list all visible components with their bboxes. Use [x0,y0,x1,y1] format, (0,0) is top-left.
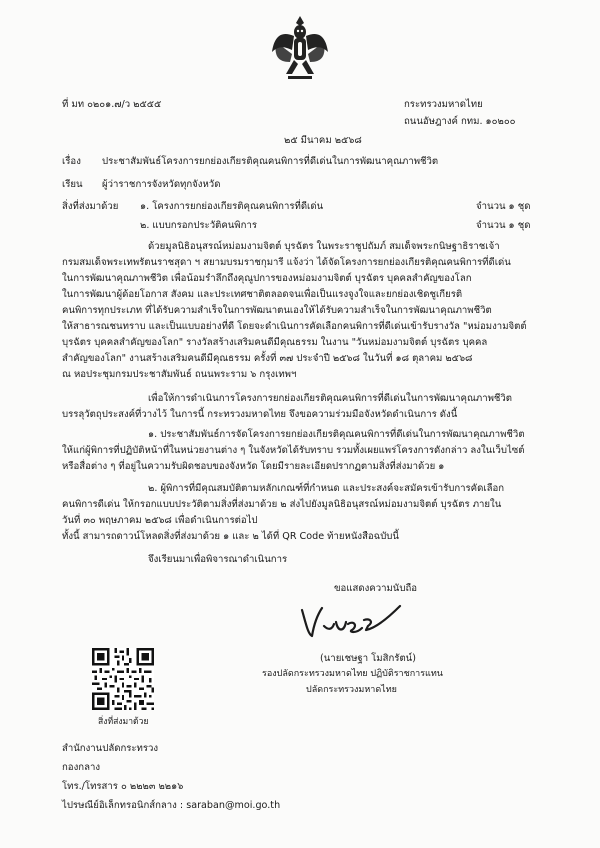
ministry-address: ถนนอัษฎางค์ กทม. ๑๐๒๐๐ [404,116,516,127]
body-line: ทั้งนี้ สามารถดาวน์โหลดสิ่งที่ส่งมาด้วย ๑ และ ๒ ได้ที่ QR Code ท้ายหนังสือฉบับนี้ [62,531,399,542]
body-line: ให้สาธารณชนทราบ และเป็นแบบอย่างที่ดี โดยจะดำเนินการคัดเลือกคนพิการที่ดีเด่นเข้ารับรางวัล "หม่อมงามจิตต์ [62,321,527,332]
signatory-position-2: ปลัดกระทรวงมหาดไทย [306,685,397,695]
body-line: บุรฉัตร บุคคลสำคัญของโลก" รางวัลสร้างเสริมคนดีมีคุณธรรม ในงาน "วันหม่อมงามจิตต์ บุรฉัตร บุคคล [62,337,488,348]
signatory-name: (นายเชษฐา โมสิกรัตน์) [320,653,416,664]
body-line: ด้วยมูลนิธิอนุสรณ์หม่อมงามจิตต์ บุรฉัตร ในพระราชูปถัมภ์ สมเด็จพระกนิษฐาธิราชเจ้า [148,241,500,252]
body-line: ณ หอประชุมกรมประชาสัมพันธ์ ถนนพระราม ๖ กรุงเทพฯ [62,369,297,380]
body-line: เพื่อให้การดำเนินการโครงการยกย่องเกียรติคุณคนพิการที่ดีเด่นในการพัฒนาคุณภาพชีวิต [148,393,513,404]
body-line: สำคัญของโลก" งานสร้างเสริมคนดีมีคุณธรรม ครั้งที่ ๓๗ ประจำปี ๒๕๖๘ ในวันที่ ๑๘ ตุลาคม ๒๕๖๘ [62,353,473,364]
enclosures-label: สิ่งที่ส่งมาด้วย [62,201,119,212]
document-date: ๒๕ มีนาคม ๒๕๖๘ [284,135,362,146]
recipient-text: ผู้ว่าราชการจังหวัดทุกจังหวัด [102,179,221,190]
footer-office: สำนักงานปลัดกระทรวง [62,743,159,754]
subject-label: เรื่อง [62,156,81,167]
regards-text: ขอแสดงความนับถือ [334,583,418,594]
garuda-emblem-icon [270,12,330,84]
body-line: คนพิการทุกประเภท ที่ได้รับความสำเร็จในการพัฒนาตนเองให้ได้รับความสำเร็จในการพัฒนาคุณภาพชีวิต [62,305,492,316]
handwritten-signature-icon [296,600,412,642]
footer-phone: โทร./โทรสาร ๐ ๒๒๒๓ ๒๒๑๖ [62,781,184,792]
qr-code-icon[interactable] [92,648,154,710]
body-line: ในการพัฒนาผู้ด้อยโอกาส สังคม และประเทศชาติตลอดจนเพื่อเป็นแรงจูงใจและยกย่องเชิดชูเกียรติ [62,289,463,300]
enclosure-item: ๒. แบบกรอกประวัติคนพิการ [140,220,257,231]
body-line: บรรลุวัตถุประสงค์ที่วางไว้ ในการนี้ กระทรวงมหาดไทย จึงขอความร่วมมือจังหวัดดำเนินการ ดังนี้ [62,409,458,420]
body-line: ๑. ประชาสัมพันธ์การจัดโครงการยกย่องเกียรติคุณคนพิการที่ดีเด่นในการพัฒนาคุณภาพชีวิต [148,429,525,440]
body-line: วันที่ ๓๐ พฤษภาคม ๒๕๖๘ เพื่อดำเนินการต่อไป [62,515,258,526]
recipient-label: เรียน [62,179,83,190]
body-line: ๒. ผู้พิการที่มีคุณสมบัติตามหลักเกณฑ์ที่กำหนด และประสงค์จะสมัครเข้ารับการคัดเลือก [148,483,505,494]
document-number: ที่ มท ๐๒๐๑.๗/ว ๒๕๕๕ [62,99,162,110]
enclosure-quantity: จำนวน ๑ ชุด [476,220,531,231]
body-line: ให้แก่ผู้พิการที่ปฏิบัติหน้าที่ในหน่วยงานต่าง ๆ ในจังหวัดได้รับทราบ รวมทั้งเผยแพร่โครงการดังกล่าว ลงในเว็บไซต์ [62,445,525,456]
body-line: ในการพัฒนาคุณภาพชีวิต เพื่อน้อมรำลึกถึงคุณูปการของหม่อมงามจิตต์ บุรฉัตร บุคคลสำคัญของโลก [62,273,472,284]
footer-division: กองกลาง [62,762,101,773]
body-line: หรือสื่อต่าง ๆ ที่อยู่ในความรับผิดชอบของจังหวัด โดยมีรายละเอียดปรากฏตามสิ่งที่ส่งมาด้วย ๑ [62,461,445,472]
body-line: คนพิการดีเด่น ให้กรอกแบบประวัติตามสิ่งที่ส่งมาด้วย ๒ ส่งไปยังมูลนิธิอนุสรณ์หม่อมงามจิตต์ บุรฉัตร ภายใน [62,499,502,510]
enclosure-item: ๑. โครงการยกย่องเกียรติคุณคนพิการที่ดีเด่น [140,201,324,212]
ministry-name: กระทรวงมหาดไทย [404,99,483,110]
closing-line: จึงเรียนมาเพื่อพิจารณาดำเนินการ [148,554,288,565]
signatory-position: รองปลัดกระทรวงมหาดไทย ปฏิบัติราชการแทน [262,669,443,679]
qr-caption: สิ่งที่ส่งมาด้วย [98,717,149,727]
subject-text: ประชาสัมพันธ์โครงการยกย่องเกียรติคุณคนพิการที่ดีเด่นในการพัฒนาคุณภาพชีวิต [102,156,439,167]
footer-email[interactable]: ไปรษณีย์อิเล็กทรอนิกส์กลาง : saraban@moi.go.th [62,800,281,811]
body-line: กรมสมเด็จพระเทพรัตนราชสุดา ฯ สยามบรมราชกุมารี แจ้งว่า ได้จัดโครงการยกย่องเกียรติคุณคนพิการที่ดีเด่น [62,257,511,268]
enclosure-quantity: จำนวน ๑ ชุด [476,201,531,212]
